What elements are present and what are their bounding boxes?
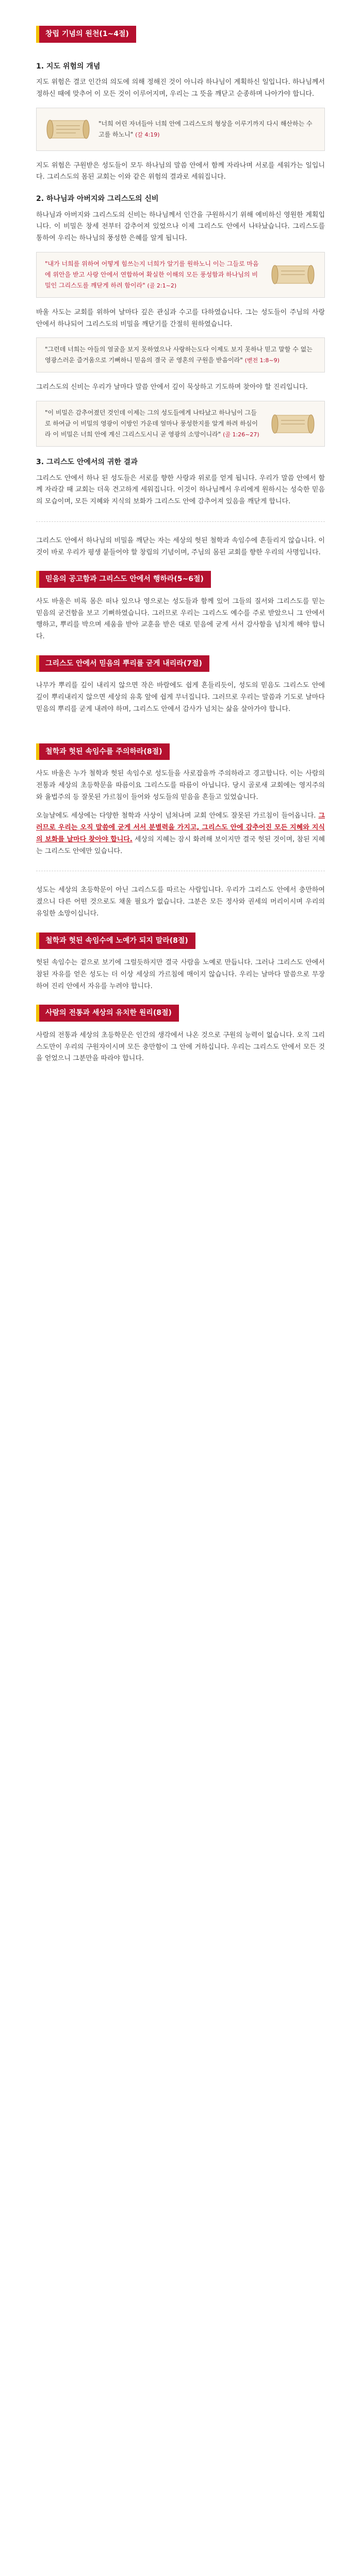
paragraph: 그리스도 안에서 하나 된 성도들은 서로를 향한 사랑과 위로를 얻게 됩니다. 우리가 말씀 안에서 함께 자라갈 때 교회는 더욱 견고하게 세워집니다. 이것이 하나님께서 우리에게 원하시는 성숙한 믿음의 모습이며, 모든 지혜와 지식의 보화가 그리스도 안에 감추어져 있음을 깨닫게 합니다.: [36, 474, 325, 505]
paragraph: 사도 바울은 비록 몸은 떠나 있으나 영으로는 성도들과 함께 있어 그들의 질서와 그리스도를 믿는 믿음의 굳건함을 보고 기뻐하였습니다. 그러므로 우리는 그리스도 예수를 주로 받았으니 그 안에서 행하고, 뿌리를 박으며 세움을 받아 교훈을 받은 대로 믿음에 굳게 서서 감사함을 넘치게 해야 합니다.: [36, 597, 325, 640]
section-3: [36, 650, 325, 716]
quote-body: "그런데 너희는 아들의 얼굴을 보지 못하였으나 사랑하는도다 이제도 보지 못하나 믿고 말할 수 없는 영광스러운 즐거움으로 기뻐하니 믿음의 결국 곧 영혼의 구원을 받음이라": [45, 346, 313, 364]
section-2: [36, 566, 325, 643]
section-5: [36, 927, 325, 993]
article: [0, 0, 361, 1103]
paragraph: 그리스도의 신비는 우리가 날마다 말씀 안에서 깊이 묵상하고 기도하며 찾아야 할 진리입니다.: [36, 383, 308, 392]
quote-text: [99, 118, 316, 140]
quote-body: "너희 어린 자녀들아 너희 안에 그리스도의 형상을 이루기까지 다시 해산하는 수고를 하노니": [99, 120, 313, 138]
section-1: [36, 21, 325, 508]
verse-reference: (갈 4:19): [135, 131, 160, 138]
scripture-quote: [36, 108, 325, 151]
spacer: [36, 723, 325, 738]
section-heading: 믿음의 공고함과 그리스도 안에서 행하라(5~6절): [36, 571, 211, 588]
section-heading: 철학과 헛된 속임수에 노예가 되지 말라(8절): [36, 933, 195, 950]
verse-reference: (골 1:26~27): [223, 431, 259, 438]
paragraph: 헛된 속임수는 겉으로 보기에 그럴듯하지만 결국 사람을 노예로 만듭니다. 그러나 그리스도 안에서 참된 자유를 얻은 성도는 더 이상 세상의 가르침에 매이지 않습니다. 우리는 날마다 말씀으로 무장하여 진리 안에서 자유를 누려야 합니다.: [36, 959, 325, 990]
quote-text: [45, 408, 262, 440]
section-heading: 철학과 헛된 속임수를 주의하라(8절): [36, 743, 170, 760]
sub-heading: 3. 그리스도 안에서의 귀한 결과: [36, 458, 138, 466]
divider: [36, 521, 325, 522]
paragraph: 바울 사도는 교회를 위하여 날마다 깊은 관심과 수고를 다하였습니다. 그는 성도들이 주님의 사랑 안에서 하나되어 그리스도의 비밀을 깨닫기를 간절히 원하였습니다.: [36, 308, 325, 328]
section-heading: 그리스도 안에서 믿음의 뿌리를 굳게 내리라(7절): [36, 655, 209, 672]
scroll-icon: [45, 114, 91, 144]
quote-body: "이 비밀은 감추어졌던 것인데 이제는 그의 성도들에게 나타났고 하나님이 그들로 하여금 이 비밀의 영광이 이방인 가운데 얼마나 풍성한지를 알게 하려 하심이라 이 비밀은 너희 안에 계신 그리스도시니 곧 영광의 소망이니라": [45, 409, 258, 438]
scroll-icon: [270, 409, 316, 439]
scripture-quote: [36, 401, 325, 447]
sub-heading: 1. 지도 위험의 개념: [36, 62, 101, 71]
quote-text: [45, 259, 262, 291]
paragraph: 성도는 세상의 초등학문이 아닌 그리스도를 따르는 사람입니다. 우리가 그리스도 안에서 충만하여졌으니 다른 어떤 것으로도 채울 필요가 없습니다. 그분은 모든 정사와 권세의 머리이시며 우리의 유일한 소망이십니다.: [36, 886, 325, 918]
paragraph: 하나님과 아버지와 그리스도의 신비는 하나님께서 인간을 구원하시기 위해 예비하신 영원한 계획입니다. 이 비밀은 창세 전부터 감추어져 있었으나 이제 그리스도 안에서 나타났습니다. 그리스도를 통하여 우리는 하나님의 풍성한 은혜를 알게 됩니다.: [36, 211, 325, 242]
paragraph: 나무가 뿌리를 깊이 내리지 않으면 작은 바람에도 쉽게 흔들리듯이, 성도의 믿음도 그리스도 안에 깊이 뿌리내리지 않으면 세상의 유혹 앞에 쉽게 무너집니다. 그러므로 우리는 말씀과 기도로 날마다 믿음의 뿌리를 굳게 내려야 하며, 그리스도 안에서 감사가 넘치는 삶을 살아가야 합니다.: [36, 682, 325, 713]
verse-reference: (벧전 1:8~9): [244, 357, 280, 364]
section-heading: 창립 기념의 원천(1~4절): [36, 26, 136, 43]
paragraph: 사람의 전통과 세상의 초등학문은 인간의 생각에서 나온 것으로 구원의 능력이 없습니다. 오직 그리스도만이 우리의 구원자이시며 모든 충만함이 그 안에 거하십니다. 우리는 그리스도 안에서 모든 것을 얻었으니 그분만을 따라야 합니다.: [36, 1031, 325, 1063]
quote-text: [45, 344, 316, 366]
paragraph: 지도 위험은 구원받은 성도들이 모두 하나님의 말씀 안에서 함께 자라나며 서로를 세워가는 일입니다. 그리스도의 몸된 교회는 이와 같은 위험의 결과로 세워집니다.: [36, 161, 325, 181]
scripture-quote: [36, 337, 325, 372]
section-6: [36, 999, 325, 1065]
emphasis-text: 그러므로 우리는 오직 말씀에 굳게 서서 분별력을 가지고, 그리스도 안에 감추어진 모든 지혜와 지식의 보화를 날마다 찾아야 합니다.: [36, 812, 325, 843]
paragraph: 지도 위험은 결코 인간의 의도에 의해 정해진 것이 아니라 하나님이 계획하신 일입니다. 하나님께서 정하신 때에 맞추어 이 모든 것이 이루어지며, 우리는 그 뜻을 깨닫고 순종하며 나아가야 합니다.: [36, 78, 325, 98]
paragraph: 그리스도 안에서 하나님의 비밀을 깨닫는 자는 세상의 헛된 철학과 속임수에 흔들리지 않습니다. 이것이 바로 우리가 평생 붙들어야 할 창립의 기념이며, 주님의 몸된 교회를 향한 우리의 사명입니다.: [36, 536, 325, 556]
section-4: [36, 738, 325, 858]
scroll-icon: [270, 260, 316, 290]
section-heading: 사람의 전통과 세상의 유치한 원리(8절): [36, 1005, 179, 1022]
quote-body: "내가 너희를 위하여 어떻게 힘쓰는지 너희가 알기를 원하노니 이는 그들로 마음에 위안을 받고 사랑 안에서 연합하여 확실한 이해의 모든 풍성함과 하나님의 비밀인 그리스도를 깨닫게 하려 함이라": [45, 260, 259, 289]
paragraph: [36, 810, 325, 857]
paragraph: 사도 바울은 누가 철학과 헛된 속임수로 성도들을 사로잡을까 주의하라고 경고합니다. 이는 사람의 전통과 세상의 초등학문을 따름이요 그리스도를 따름이 아닙니다. 당시 골로새 교회에는 영지주의와 율법주의 등 잘못된 가르침이 들어와 성도들의 믿음을 흔들고 있었습니다.: [36, 770, 325, 801]
verse-reference: (골 2:1~2): [147, 282, 177, 289]
sub-heading: 2. 하나님과 아버지와 그리스도의 신비: [36, 195, 159, 203]
scripture-quote: [36, 252, 325, 298]
paragraph-text: 세상의 지혜는 잠시 화려해 보이지만 결국 헛된 것이며, 참된 지혜는 그리스도 안에만 있습니다.: [36, 835, 325, 855]
paragraph-text: 오늘날에도 세상에는 다양한 철학과 사상이 넘쳐나며 교회 안에도 잘못된 가르침이 들어옵니다.: [36, 812, 319, 820]
